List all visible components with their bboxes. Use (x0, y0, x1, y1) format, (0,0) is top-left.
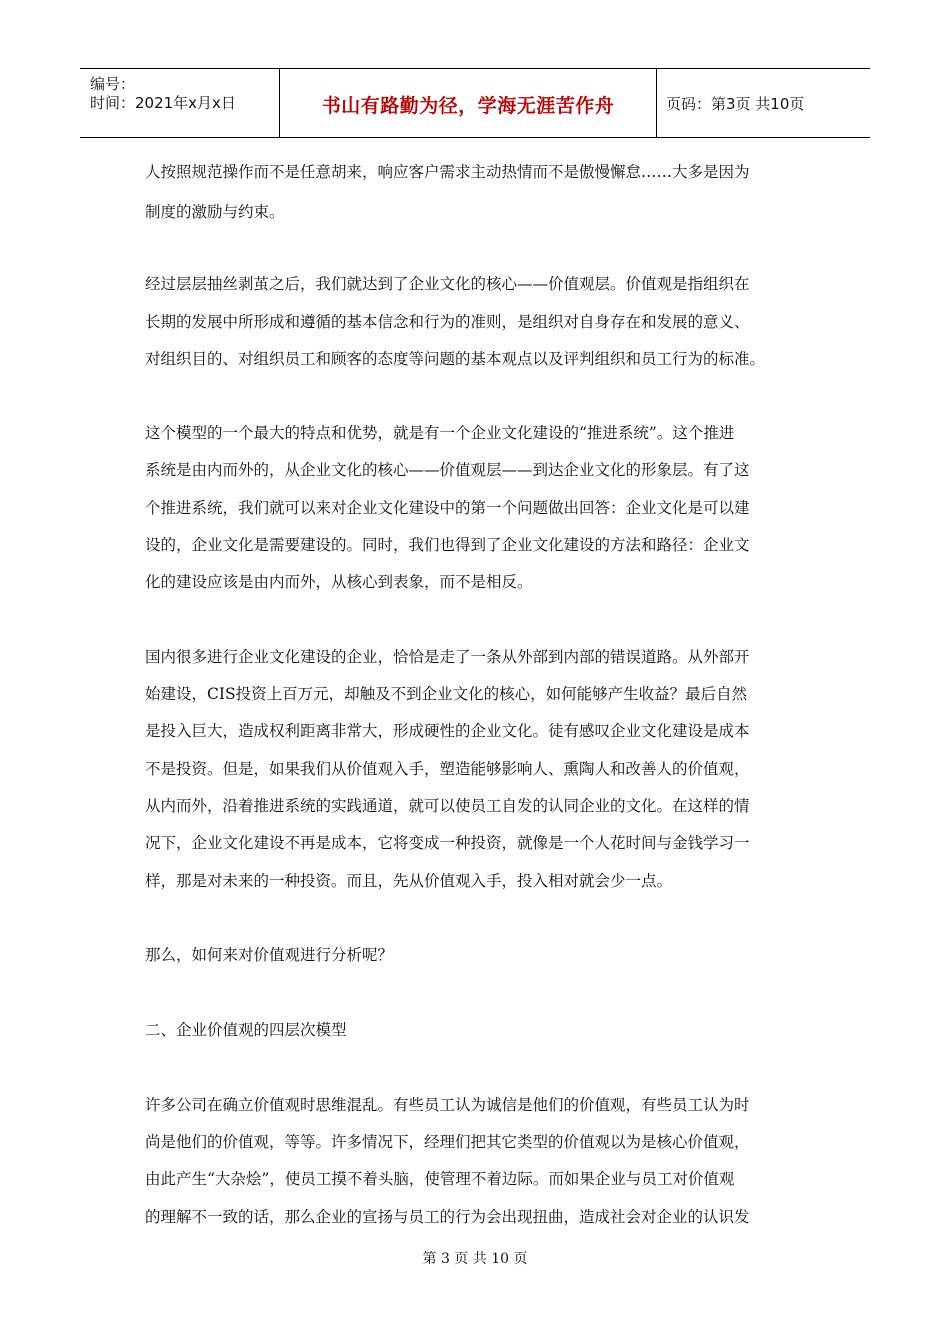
text-line: 由此产生“大杂烩”，使员工摸不着头脑，使管理不着边际。而如果企业与员工对价值观 (145, 1170, 735, 1188)
text-line: 是投入巨大，造成权利距离非常大，形成硬性的企业文化。徒有感叹企业文化建设是成本 (145, 722, 750, 740)
page-footer (0, 1248, 950, 1268)
text-line: 人按照规范操作而不是任意胡来，响应客户需求主动热情而不是傲慢懈怠……大多是因为 (145, 163, 750, 181)
text-line: 样，那是对未来的一种投资。而且，先从价值观入手，投入相对就会少一点。 (145, 872, 673, 890)
text-line: 对组织目的、对组织员工和顾客的态度等问题的基本观点以及评判组织和员工行为的标准。 (145, 350, 766, 368)
text-line: 系统是由内而外的，从企业文化的核心——价值观层——到达企业文化的形象层。有了这 (145, 461, 750, 479)
text-line: 的理解不一致的话，那么企业的宣扬与员工的行为会出现扭曲，造成社会对企业的认识发 (145, 1208, 750, 1226)
text-line: 个推进系统，我们就可以来对企业文化建设中的第一个问题做出回答：企业文化是可以建 (145, 499, 750, 517)
text-line: 从内而外，沿着推进系统的实践通道，就可以使员工自发的认同企业的文化。在这样的情 (145, 797, 750, 815)
text-line: 不是投资。但是，如果我们从价值观入手，塑造能够影响人、熏陶人和改善人的价值观， (145, 760, 750, 778)
header-page-cell (657, 69, 870, 137)
serial-number-label: 编号： (90, 75, 136, 93)
text-line: 经过层层抽丝剥茧之后，我们就达到了企业文化的核心——价值观层。价值观是指组织在 (145, 275, 750, 293)
text-line: 这个模型的一个最大的特点和优势，就是有一个企业文化建设的“推进系统”。这个推进 (145, 424, 735, 442)
text-line: 那么，如何来对价值观进行分析呢？ (145, 946, 394, 964)
section-heading: 二、企业价值观的四层次模型 (145, 1021, 347, 1039)
motto-text: 书山有路勤为径，学海无涯苦作舟 (321, 95, 615, 117)
header-motto-cell (280, 69, 657, 137)
header-info-cell (80, 69, 280, 137)
text-line: 化的建设应该是由内而外，从核心到表象，而不是相反。 (145, 573, 533, 591)
text-line: 制度的激励与约束。 (145, 203, 285, 221)
text-line: 长期的发展中所形成和遵循的基本信念和行为的准则，是组织对自身存在和发展的意义、 (145, 313, 750, 331)
text-line: 许多公司在确立价值观时思维混乱。有些员工认为诚信是他们的价值观，有些员工认为时 (145, 1096, 750, 1114)
text-line: 尚是他们的价值观，等等。许多情况下，经理们把其它类型的价值观以为是核心价值观， (145, 1133, 750, 1151)
text-line: 设的，企业文化是需要建设的。同时，我们也得到了企业文化建设的方法和路径：企业文 (145, 536, 750, 554)
text-line: 国内很多进行企业文化建设的企业，恰恰是走了一条从外部到内部的错误道路。从外部开 (145, 648, 750, 666)
text-line: 始建设，CIS投资上百万元，却触及不到企业文化的核心，如何能够产生收益？最后自然 (145, 685, 748, 703)
footer-page-number: 第 3 页 共 10 页 (422, 1251, 528, 1267)
text-line: 况下，企业文化建设不再是成本，它将变成一种投资，就像是一个人花时间与金钱学习一 (145, 834, 750, 852)
date-label: 时间：2021年x月x日 (90, 94, 236, 112)
header-page-number: 页码：第3页 共10页 (666, 95, 805, 113)
page-header (80, 68, 870, 138)
